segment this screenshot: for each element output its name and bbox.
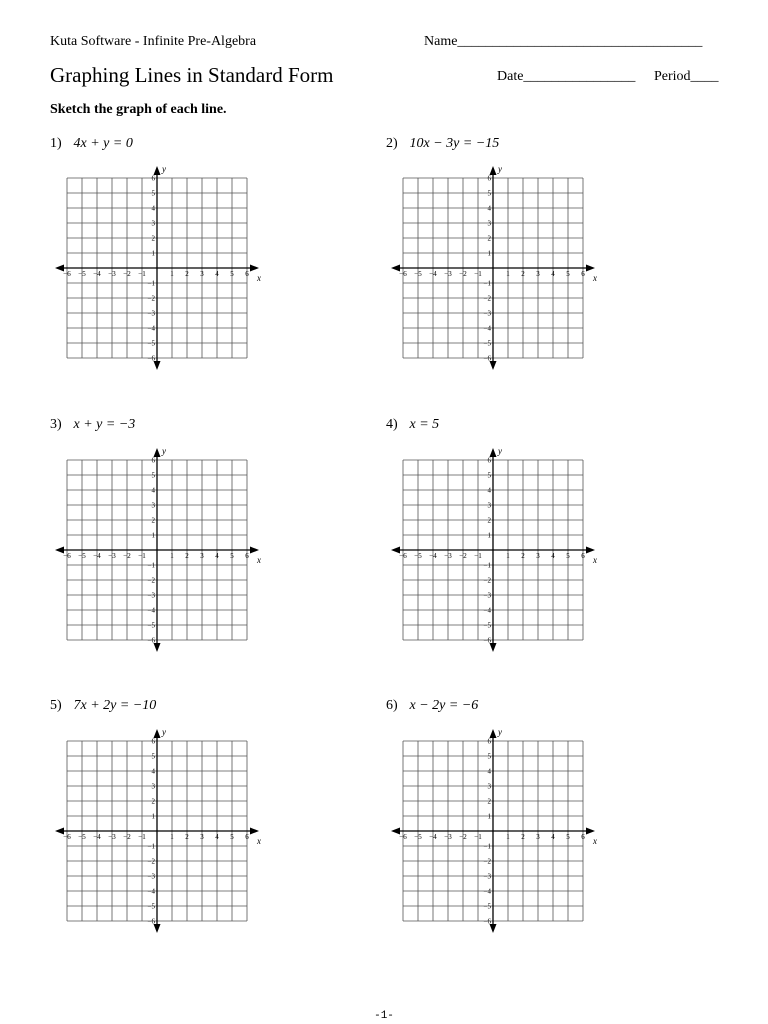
- x-tick-label: 1: [506, 833, 510, 841]
- x-tick-label: −4: [429, 552, 437, 560]
- x-tick-label: −1: [474, 833, 482, 841]
- problem-5: [50, 698, 156, 714]
- problem-number: 5): [50, 698, 62, 713]
- y-tick-label: −1: [483, 279, 491, 288]
- x-axis-arrow-right-icon: [586, 828, 595, 835]
- x-tick-label: −6: [63, 270, 71, 278]
- problem-equation: x + y = −3: [73, 417, 136, 432]
- x-tick-label: 3: [536, 270, 540, 278]
- y-tick-label: 3: [487, 782, 491, 791]
- x-tick-label: −5: [414, 270, 422, 278]
- x-tick-label: −1: [474, 270, 482, 278]
- x-tick-label: 2: [521, 270, 525, 278]
- x-axis-arrow-right-icon: [586, 265, 595, 272]
- instructions: Sketch the graph of each line.: [50, 102, 227, 117]
- x-tick-label: −1: [138, 833, 146, 841]
- x-tick-label: −3: [444, 270, 452, 278]
- y-tick-label: 1: [151, 249, 155, 258]
- x-tick-label: −5: [414, 552, 422, 560]
- x-tick-label: 3: [536, 833, 540, 841]
- x-tick-label: −2: [123, 833, 131, 841]
- x-tick-label: 6: [581, 833, 585, 841]
- problem-number: 6): [386, 698, 398, 713]
- x-tick-label: −3: [444, 552, 452, 560]
- x-axis-label: x: [593, 273, 597, 283]
- y-tick-label: −6: [147, 636, 155, 645]
- y-tick-label: 2: [151, 234, 155, 243]
- x-tick-label: −1: [138, 270, 146, 278]
- x-tick-label: −1: [138, 552, 146, 560]
- y-tick-label: −2: [147, 576, 155, 585]
- x-tick-label: −2: [123, 270, 131, 278]
- x-tick-label: −6: [399, 270, 407, 278]
- x-tick-label: −6: [63, 552, 71, 560]
- y-tick-label: 1: [151, 812, 155, 821]
- y-tick-label: 6: [487, 456, 491, 465]
- x-tick-label: 3: [200, 270, 204, 278]
- coordinate-grid-4[interactable]: [388, 440, 603, 665]
- publisher-label: Kuta Software - Infinite Pre-Algebra: [50, 34, 257, 49]
- problem-equation: 7x + 2y = −10: [73, 698, 157, 713]
- x-tick-label: −4: [429, 270, 437, 278]
- y-tick-label: 4: [151, 767, 155, 776]
- y-tick-label: 1: [487, 812, 491, 821]
- x-tick-label: 4: [215, 270, 219, 278]
- y-tick-label: −6: [483, 636, 491, 645]
- x-tick-label: 6: [245, 552, 249, 560]
- y-tick-label: −2: [147, 294, 155, 303]
- x-tick-label: 4: [215, 552, 219, 560]
- y-tick-label: −3: [483, 591, 491, 600]
- x-tick-label: 2: [521, 833, 525, 841]
- x-tick-label: 4: [551, 833, 555, 841]
- x-tick-label: 5: [566, 270, 570, 278]
- y-tick-label: 6: [151, 456, 155, 465]
- x-tick-label: −2: [123, 552, 131, 560]
- y-tick-label: 1: [151, 531, 155, 540]
- y-tick-label: −5: [483, 339, 491, 348]
- y-tick-label: −6: [483, 354, 491, 363]
- y-tick-label: 5: [487, 189, 491, 198]
- x-tick-label: 5: [230, 270, 234, 278]
- x-axis-label: x: [257, 273, 261, 283]
- y-tick-label: 4: [487, 767, 491, 776]
- x-tick-label: 5: [566, 552, 570, 560]
- x-tick-label: −4: [93, 270, 101, 278]
- y-tick-label: −2: [483, 576, 491, 585]
- y-tick-label: 6: [151, 174, 155, 183]
- problem-number: 4): [386, 417, 398, 432]
- page-number: -1-: [374, 1010, 394, 1022]
- y-tick-label: 1: [487, 531, 491, 540]
- x-tick-label: 1: [506, 552, 510, 560]
- y-axis-label: y: [498, 446, 502, 456]
- y-tick-label: 3: [151, 501, 155, 510]
- y-tick-label: 2: [151, 797, 155, 806]
- x-tick-label: −6: [63, 833, 71, 841]
- y-tick-label: 2: [487, 797, 491, 806]
- x-tick-label: 1: [170, 270, 174, 278]
- x-tick-label: 1: [506, 270, 510, 278]
- y-tick-label: 6: [487, 174, 491, 183]
- x-tick-label: 6: [581, 270, 585, 278]
- x-tick-label: −5: [78, 552, 86, 560]
- y-tick-label: −3: [147, 309, 155, 318]
- y-tick-label: 4: [151, 486, 155, 495]
- x-tick-label: 6: [581, 552, 585, 560]
- problem-number: 3): [50, 417, 62, 432]
- y-tick-label: 2: [487, 516, 491, 525]
- coordinate-grid-3[interactable]: [52, 440, 267, 665]
- y-tick-label: −1: [147, 279, 155, 288]
- y-tick-label: −1: [147, 842, 155, 851]
- x-axis-label: x: [593, 555, 597, 565]
- y-tick-label: 2: [487, 234, 491, 243]
- y-tick-label: 3: [151, 782, 155, 791]
- y-tick-label: 6: [151, 737, 155, 746]
- y-tick-label: −4: [147, 606, 155, 615]
- x-tick-label: −4: [93, 833, 101, 841]
- y-tick-label: −5: [147, 621, 155, 630]
- x-axis-label: x: [593, 836, 597, 846]
- x-tick-label: −3: [108, 552, 116, 560]
- y-tick-label: 2: [151, 516, 155, 525]
- y-tick-label: −2: [147, 857, 155, 866]
- y-tick-label: −5: [147, 339, 155, 348]
- coordinate-grid-2[interactable]: [388, 158, 603, 383]
- date-field: Date________________: [497, 69, 636, 84]
- x-axis-arrow-right-icon: [250, 828, 259, 835]
- y-tick-label: −1: [483, 842, 491, 851]
- problem-3: [50, 417, 135, 433]
- y-tick-label: −6: [483, 917, 491, 926]
- x-tick-label: −3: [108, 833, 116, 841]
- x-tick-label: 5: [230, 833, 234, 841]
- x-tick-label: −4: [93, 552, 101, 560]
- x-tick-label: 6: [245, 270, 249, 278]
- y-tick-label: 4: [151, 204, 155, 213]
- y-tick-label: 4: [487, 486, 491, 495]
- y-tick-label: 4: [487, 204, 491, 213]
- y-axis-label: y: [162, 446, 166, 456]
- y-tick-label: 5: [151, 471, 155, 480]
- y-tick-label: −3: [483, 872, 491, 881]
- x-tick-label: −2: [459, 270, 467, 278]
- x-tick-label: 5: [230, 552, 234, 560]
- problem-6: [386, 698, 478, 714]
- x-tick-label: 2: [185, 833, 189, 841]
- x-tick-label: −1: [474, 552, 482, 560]
- y-axis-label: y: [498, 164, 502, 174]
- x-tick-label: −5: [414, 833, 422, 841]
- x-axis-label: x: [257, 836, 261, 846]
- x-tick-label: −6: [399, 552, 407, 560]
- x-tick-label: 2: [521, 552, 525, 560]
- problem-2: [386, 136, 499, 152]
- y-tick-label: 5: [151, 752, 155, 761]
- y-tick-label: −5: [147, 902, 155, 911]
- y-tick-label: 3: [151, 219, 155, 228]
- y-tick-label: 1: [487, 249, 491, 258]
- period-field: Period____: [654, 69, 719, 84]
- y-tick-label: 5: [487, 471, 491, 480]
- coordinate-grid-5[interactable]: [52, 721, 267, 946]
- y-tick-label: −2: [483, 294, 491, 303]
- problem-equation: 4x + y = 0: [73, 136, 133, 151]
- y-tick-label: −4: [483, 887, 491, 896]
- x-tick-label: −3: [108, 270, 116, 278]
- x-tick-label: −2: [459, 552, 467, 560]
- x-tick-label: −4: [429, 833, 437, 841]
- y-tick-label: −6: [147, 917, 155, 926]
- y-tick-label: −5: [483, 902, 491, 911]
- x-tick-label: −5: [78, 833, 86, 841]
- problem-equation: 10x − 3y = −15: [409, 136, 500, 151]
- worksheet-title: Graphing Lines in Standard Form: [50, 63, 334, 87]
- coordinate-grid-1[interactable]: [52, 158, 267, 383]
- problem-number: 1): [50, 136, 62, 151]
- problem-equation: x − 2y = −6: [409, 698, 479, 713]
- y-tick-label: 5: [151, 189, 155, 198]
- problem-4: [386, 417, 439, 433]
- x-tick-label: 3: [200, 833, 204, 841]
- y-tick-label: −4: [147, 324, 155, 333]
- coordinate-grid-6[interactable]: [388, 721, 603, 946]
- x-tick-label: 5: [566, 833, 570, 841]
- problem-1: [50, 136, 133, 152]
- y-tick-label: −3: [147, 591, 155, 600]
- y-tick-label: −6: [147, 354, 155, 363]
- x-axis-arrow-right-icon: [586, 547, 595, 554]
- y-tick-label: −2: [483, 857, 491, 866]
- y-tick-label: −1: [483, 561, 491, 570]
- x-tick-label: 4: [551, 552, 555, 560]
- y-tick-label: −4: [147, 887, 155, 896]
- y-tick-label: 3: [487, 219, 491, 228]
- y-axis-label: y: [162, 164, 166, 174]
- x-tick-label: −5: [78, 270, 86, 278]
- x-tick-label: −6: [399, 833, 407, 841]
- x-axis-arrow-right-icon: [250, 265, 259, 272]
- problem-number: 2): [386, 136, 398, 151]
- problem-equation: x = 5: [409, 417, 440, 432]
- y-tick-label: −3: [147, 872, 155, 881]
- x-tick-label: 6: [245, 833, 249, 841]
- y-tick-label: 5: [487, 752, 491, 761]
- y-tick-label: −4: [483, 606, 491, 615]
- y-axis-label: y: [162, 727, 166, 737]
- x-tick-label: 4: [551, 270, 555, 278]
- x-tick-label: 3: [200, 552, 204, 560]
- y-tick-label: −3: [483, 309, 491, 318]
- x-tick-label: 1: [170, 833, 174, 841]
- y-tick-label: 3: [487, 501, 491, 510]
- x-tick-label: −3: [444, 833, 452, 841]
- y-tick-label: −5: [483, 621, 491, 630]
- y-tick-label: −1: [147, 561, 155, 570]
- y-tick-label: −4: [483, 324, 491, 333]
- x-tick-label: 2: [185, 270, 189, 278]
- x-tick-label: −2: [459, 833, 467, 841]
- x-axis-arrow-right-icon: [250, 547, 259, 554]
- y-axis-label: y: [498, 727, 502, 737]
- x-axis-label: x: [257, 555, 261, 565]
- x-tick-label: 3: [536, 552, 540, 560]
- y-tick-label: 6: [487, 737, 491, 746]
- x-tick-label: 4: [215, 833, 219, 841]
- name-field: Name___________________________________: [424, 34, 703, 49]
- x-tick-label: 1: [170, 552, 174, 560]
- x-tick-label: 2: [185, 552, 189, 560]
